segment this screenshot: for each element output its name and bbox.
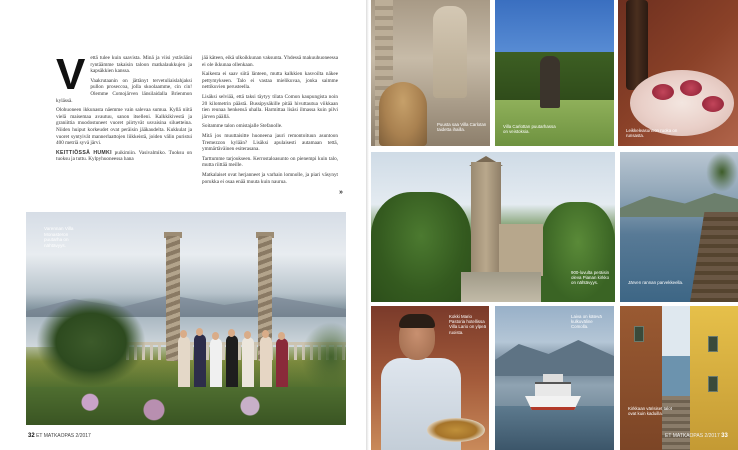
visitor <box>379 82 427 146</box>
photo-garden-statue <box>495 0 614 146</box>
article-paragraph: Tarttumme tarjoukseen. Kerrostaloasunto on pienempi kuin talo, mutta riittää meille. <box>202 155 338 169</box>
bell-tower <box>471 162 501 272</box>
photo-ferry <box>495 306 614 450</box>
magazine-name: ET MATKAOPAS 2/2017 <box>36 433 91 439</box>
subheading: KEITTIÖSSÄ HUMKI <box>56 149 112 156</box>
photo-church-tower <box>371 152 615 302</box>
page-folio-left <box>28 433 91 439</box>
group-of-women <box>172 320 294 390</box>
article-paragraph: Lisäksi selviää, että taksi täytyy tilata Comon kaupungista noin 20 kilometrin päästä. Bussipysäkille pitää hivuttautua viikkaan tien reunaa henkensä uhalla. Harmittaa lisäsi ilmassa kuin pilvi järven päällä. <box>202 93 338 120</box>
main-photo-caption: Varennan Villa Monasteron puutarha on nähtävyys. <box>44 226 74 248</box>
article-paragraph: Matkalaiset ovat herjanneet ja varhain lomnolle, ja piari väsynyt porukka ei osaa enää muuta kuin naurua. <box>202 171 338 185</box>
magazine-name: ET MATKAOPAS 2/2017 <box>665 433 720 439</box>
page-number: 32 <box>28 433 35 439</box>
subheading-text: puikimiin. Vasivalmiko. Tuoksu on tuoksu ja tuttu. Kylpyhuoneessa hana <box>56 149 192 163</box>
photo-caption: Kirkkaan värisiset talot ovat kuin kaduilla. <box>628 406 672 417</box>
article-paragraph: Kaikesta ei saav siitä länteen, mutta kalkkien kasvoilta näkee pettymykseen. Talo ei vastaa mielikuvaa, jonka saimme nettikuvien perusteella. <box>202 71 338 91</box>
photo-caption: Puusta saa Villa Carlotan taidetta ihailla. <box>437 122 487 133</box>
article-paragraph <box>56 150 192 163</box>
article-column-1 <box>56 50 192 166</box>
wine-bottle <box>626 0 648 90</box>
continue-arrow: » <box>339 189 343 196</box>
drop-cap: V <box>56 50 86 99</box>
photo-statue-visitor <box>371 0 490 146</box>
pier <box>690 212 738 302</box>
article-paragraph: jää käteen, eikä ulkoikkunan vaksunta. Yhdessä makuuhuoneessa ei ole ikkunaa ollenkaan. <box>202 55 338 68</box>
article-paragraph: että tulee kuin saavista. Minä ja viisi ystävääni ryntäämme takaisin taloon matkalaukkujen ja kapsäkkien kanssa. <box>90 55 192 75</box>
photo-caption: Villa Carlottan puutarhassa on veistoksia. <box>503 124 556 135</box>
photo-caption: Järven rannan parvekkeella. <box>628 280 684 285</box>
photo-lake-pier <box>620 152 738 302</box>
photo-caption: Kokki Mario Pastoria hotellissa Villa Lario on ylpeä ruoista. <box>449 314 487 335</box>
photo-chef <box>371 306 489 450</box>
photo-caption: Laiva on kätevä kulkuväline Comolla. <box>571 314 602 330</box>
page-folio-right <box>665 433 728 439</box>
ferry-boat <box>525 368 581 410</box>
page-number: 33 <box>721 433 728 439</box>
dish <box>427 418 485 442</box>
article-paragraph: Mitä jos muuttaisitte huoneena jauri remontoituun asuntoon Tremezzon kylään? Lisäksi apulaisesti autamaan tettä, ymmärtäväinen esiterasana. <box>202 132 338 153</box>
photo-colorful-alley <box>620 306 738 450</box>
article-paragraph: Vaakrutaanin on jättänyt tervetuliaislahjaksi pullon proseccoa, jolla skoolaamme, cin cin! Olemme Comojärven länsilaidalla Brienmon kylässä. <box>56 77 192 104</box>
photo-caption: 900-luvulta peräisin oleva Pianan kirkko on nähtävyys. <box>571 270 610 286</box>
flower-garden <box>26 387 346 425</box>
article-column-2 <box>202 55 338 188</box>
article-paragraph: Olohuoneen ikkunasta näemme vain salevaa sumua. Kyllä niitä vielä maisemaa avautuu, sanon itselleni. Kalkkikivestä ja graniittiа muodostuneet vuoret piirtyvät usvaisina siluetteina. Niiden huiput korkeudet ovat peräisin jääkaudelta. Kukkulat ja vuoret syntyivät mannerlaattojen liikkeistä, joiden välin puristui 400 metriä syvä järvi. <box>56 107 192 147</box>
bronze-statue <box>540 56 560 108</box>
photo-charcuterie <box>618 0 738 146</box>
photo-caption: Leikkeleasunnon ruoka on runsasta. <box>626 128 678 139</box>
palm-tree <box>36 297 146 387</box>
article-paragraph: Soitamme talon omistajalle Stefanolle. <box>202 123 283 130</box>
marble-statue <box>433 6 467 98</box>
